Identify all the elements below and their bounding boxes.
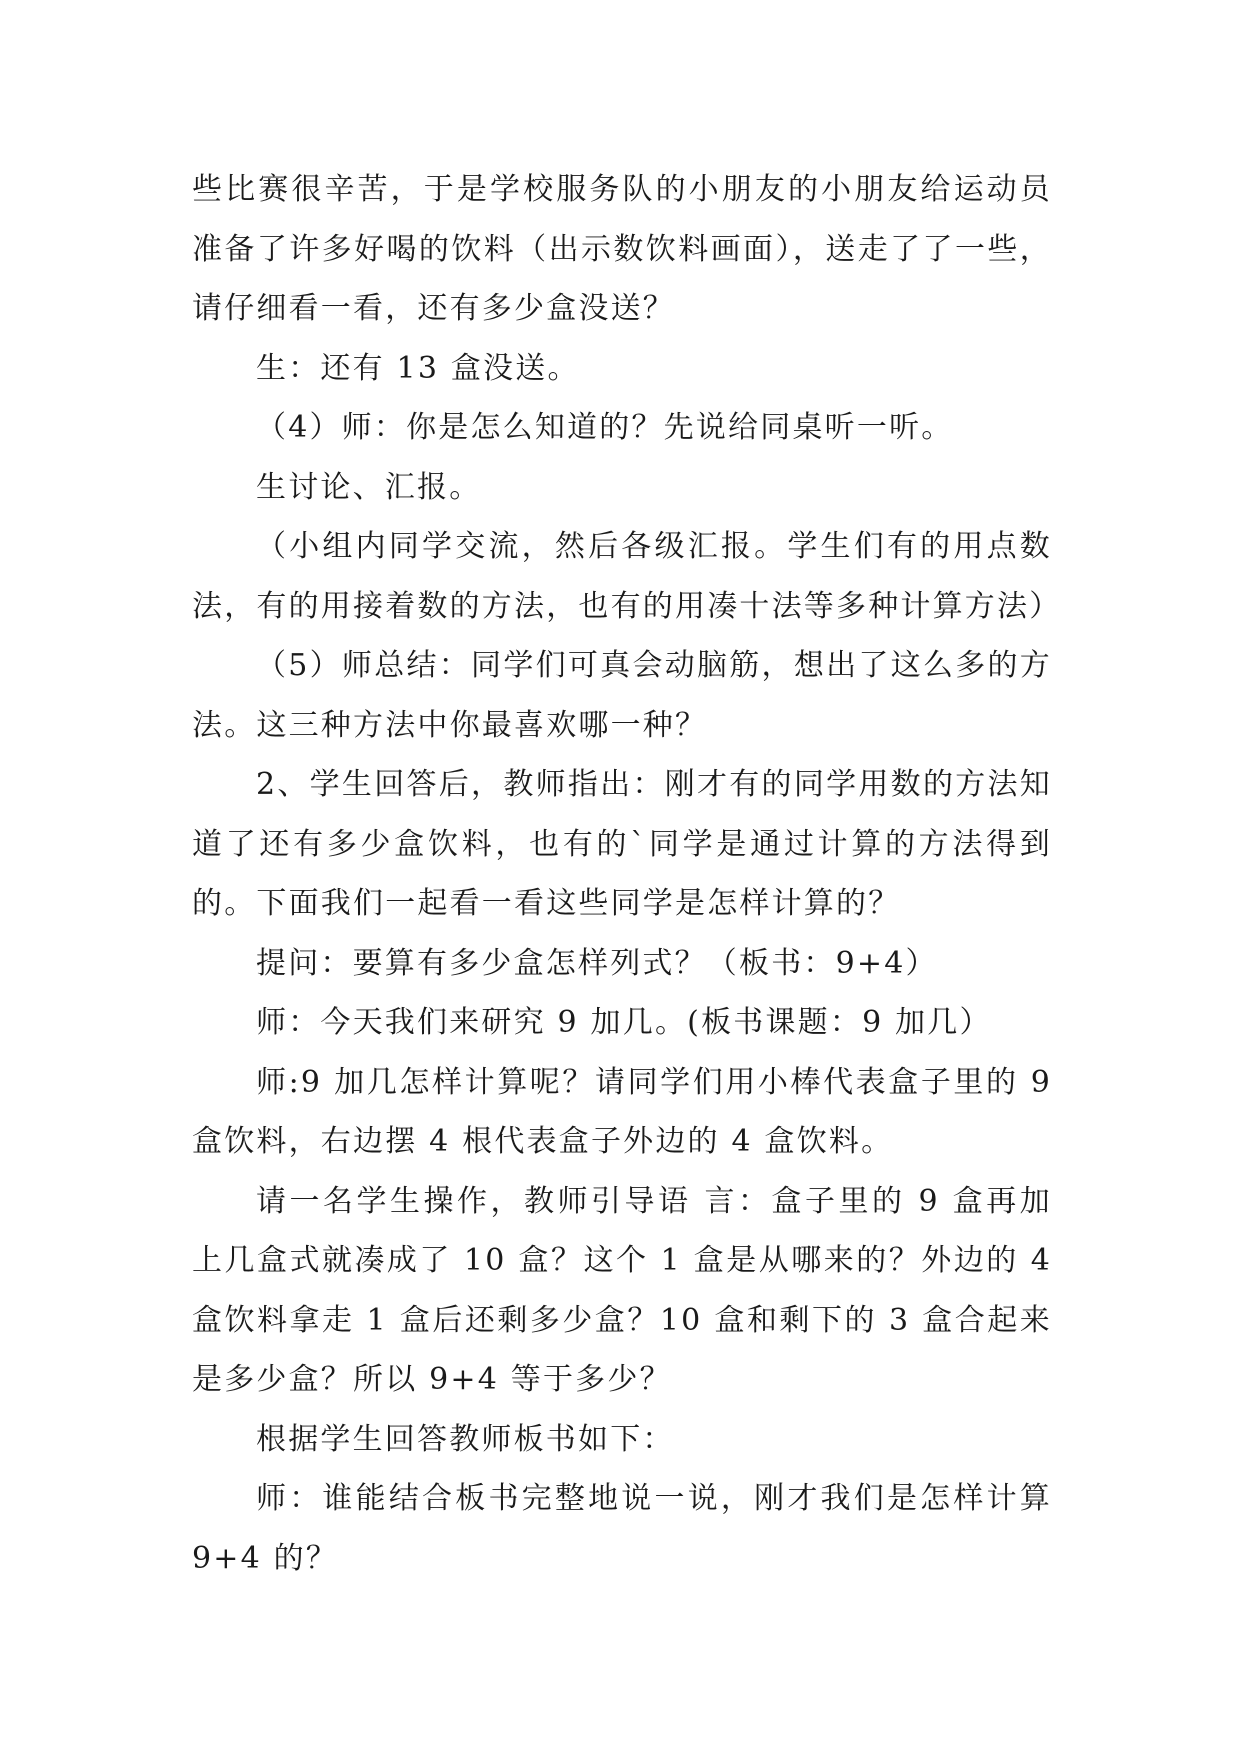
paragraph-7: 2、学生回答后，教师指出：刚才有的同学用数的方法知道了还有多少盒饮料，也有的`同学是通过计算的方法得到的。下面我们一起看一看这些同学是怎样计算的？ (192, 767, 1052, 921)
paragraph-11: 请一名学生操作，教师引导语 言：盒子里的 9 盒再加上几盒式就凑成了 10 盒？这个 1 盒是从哪来的？外边的 4 盒饮料拿走 1 盒后还剩多少盒？10 盒和剩下的 3 盒合起来是多少盒？所以 9+4 等于多少？ (192, 1183, 1052, 1397)
paragraph-12: 根据学生回答教师板书如下： (256, 1421, 675, 1457)
paragraph-3: （4）师：你是怎么知道的？先说给同桌听一听。 (256, 410, 954, 445)
paragraph-13: 师：谁能结合板书完整地说一说，刚才我们是怎样计算 9+4 的？ (192, 1481, 1052, 1576)
paragraph-6: （5）师总结：同学们可真会动脑筋，想出了这么多的方法。这三种方法中你最喜欢哪一种？ (192, 648, 1052, 743)
paragraph-9: 师：今天我们来研究 9 加几。(板书课题：9 加几） (256, 1005, 992, 1040)
paragraph-10: 师:9 加几怎样计算呢？请同学们用小棒代表盒子里的 9 盒饮料，右边摆 4 根代表盒子外边的 4 盒饮料。 (192, 1064, 1052, 1159)
paragraph-4: 生讨论、汇报。 (256, 469, 482, 505)
paragraph-8: 提问：要算有多少盒怎样列式？（板书：9+4） (256, 945, 938, 981)
document-page (192, 160, 1062, 1588)
paragraph-5: （小组内同学交流，然后各级汇报。学生们有的用点数法，有的用接着数的方法，也有的用凑十法等多种计算方法） (192, 529, 1062, 624)
paragraph-1: 些比赛很辛苦，于是学校服务队的小朋友的小朋友给运动员准备了许多好喝的饮料（出示数饮料画面），送走了了一些，请仔细看一看，还有多少盒没送？ (192, 172, 1052, 326)
paragraph-2: 生：还有 13 盒没送。 (256, 350, 580, 386)
